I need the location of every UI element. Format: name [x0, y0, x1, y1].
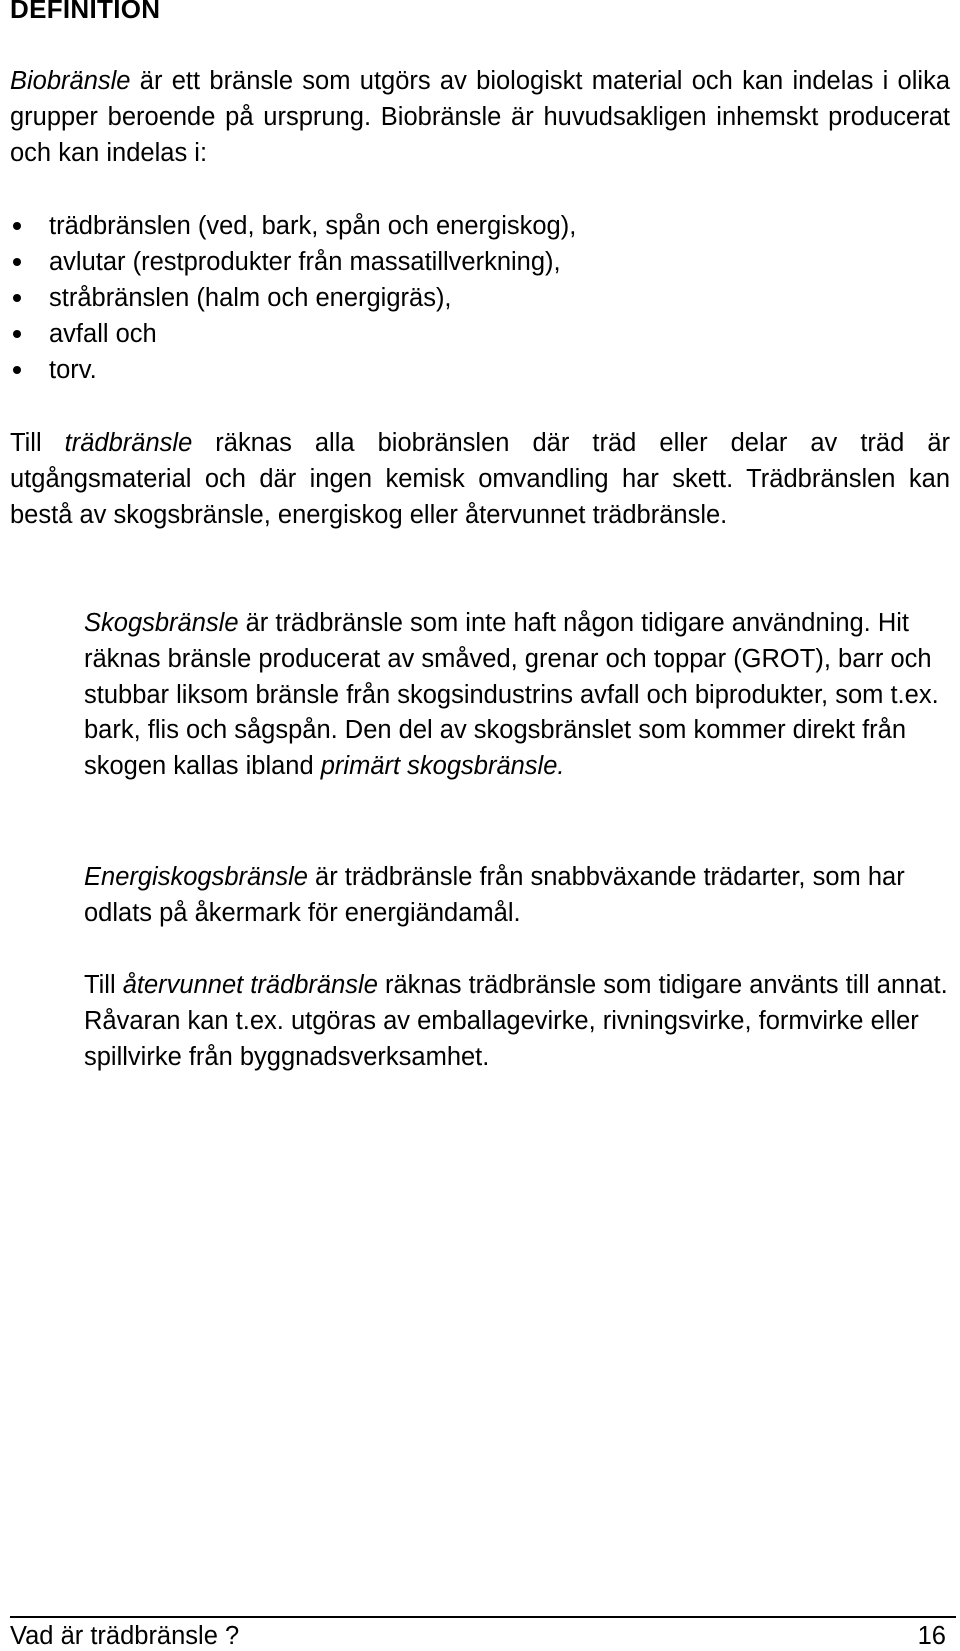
- bullet-icon: [13, 222, 21, 230]
- footer-divider: [10, 1616, 956, 1618]
- list-item: [10, 316, 576, 352]
- atervunnet-term: återvunnet trädbränsle: [122, 971, 378, 999]
- intro-paragraph: [10, 64, 950, 171]
- tradbransle-term: trädbränsle: [64, 429, 193, 457]
- skogsbransle-term2: primärt skogsbränsle.: [320, 752, 565, 781]
- list-item-text: avfall och: [49, 320, 157, 348]
- list-item: [10, 352, 576, 388]
- skogsbransle-term: Skogsbränsle: [84, 609, 239, 637]
- tradbransle-text: räknas alla biobränslen där träd eller delar av träd är utgångsmaterial och där ingen kemisk omvandling har skett. Trädbränslen kan bestå av skogsbränsle, energiskog eller återvunnet trädbränsle.: [10, 429, 950, 529]
- list-item: [10, 280, 576, 316]
- footer-title: Vad är trädbränsle ?: [10, 1622, 240, 1650]
- list-item-text: avlutar (restprodukter från massatillverkning),: [49, 248, 561, 276]
- energiskog-text: är trädbränsle från snabbväxande trädarter, som har odlats på åkermark för energiändamål.: [84, 863, 905, 927]
- energiskog-paragraph: [84, 860, 950, 932]
- bullet-icon: [13, 258, 21, 266]
- bullet-icon: [13, 330, 21, 338]
- list-item-text: torv.: [49, 356, 97, 384]
- tradbransle-paragraph: [10, 426, 950, 533]
- atervunnet-prefix: Till: [84, 971, 123, 999]
- energiskog-term: Energiskogsbränsle: [84, 863, 308, 891]
- intro-term: Biobränsle: [10, 67, 131, 95]
- tradbransle-prefix: Till: [10, 429, 65, 457]
- list-item-text: trädbränslen (ved, bark, spån och energiskog),: [49, 212, 577, 240]
- bullet-icon: [13, 294, 21, 302]
- fuel-type-list: [10, 208, 576, 388]
- atervunnet-paragraph: [84, 968, 950, 1075]
- list-item: [10, 244, 576, 280]
- page-number: 16: [917, 1622, 946, 1650]
- list-item-text: stråbränslen (halm och energigräs),: [49, 284, 452, 312]
- list-item: [10, 208, 576, 244]
- skogsbransle-text: är trädbränsle som inte haft någon tidigare användning. Hit räknas bränsle producerat av småved, grenar och toppar (GROT), barr och stubbar liksom bränsle från skogsindustrins avfall och biprodukter, som t.ex. bark, flis och sågspån. Den del av skogsbränslet som kommer direkt från skogen kallas ibland: [84, 609, 939, 781]
- page-heading: DEFINITION: [10, 0, 161, 24]
- skogsbransle-paragraph: [84, 606, 950, 785]
- atervunnet-text: räknas trädbränsle som tidigare använts till annat. Råvaran kan t.ex. utgöras av emballagevirke, rivningsvirke, formvirke eller spillvirke från byggnadsverksamhet.: [84, 971, 948, 1071]
- bullet-icon: [13, 366, 21, 374]
- intro-text: är ett bränsle som utgörs av biologiskt material och kan indelas i olika grupper beroende på ursprung. Biobränsle är huvudsakligen inhemskt producerat och kan indelas i:: [10, 67, 950, 167]
